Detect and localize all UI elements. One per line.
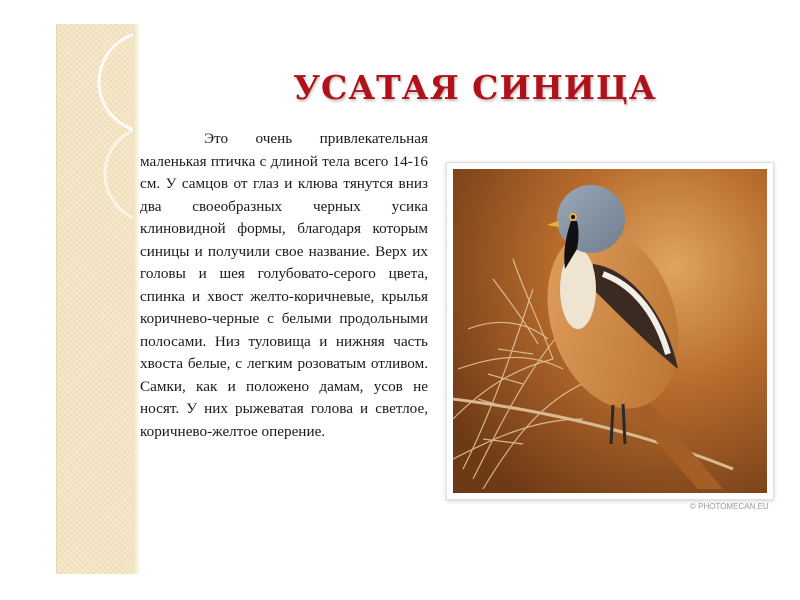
decorative-side-panel (56, 24, 139, 574)
photo-credit: © PHOTOMECAN.EU (690, 502, 769, 511)
bird-photo-frame (446, 162, 774, 500)
slide-title: УСАТАЯ СИНИЦА (293, 68, 657, 107)
bearded-reedling-photo (453, 169, 767, 493)
description-text: Это очень привлекательная маленькая птичка с длиной тела всего 14-16 см. У самцов от глаз и клюва тянутся вниз два своеобразных черных усика клиновидной формы, благодаря которым синицы и получили свое название. Верх их головы и шея голубовато-серого цвета, спинка и хвост желто-коричневые, крылья коричнево-черные с белыми продольными полосами. Низ туловища и нижняя часть хвоста белые, с легким розоватым отливом. Самки, как и положено дамам, усов не носят. У них рыжеватая голова и светлое, коричнево-желтое оперение. (140, 130, 428, 440)
decorative-circles (57, 24, 139, 574)
